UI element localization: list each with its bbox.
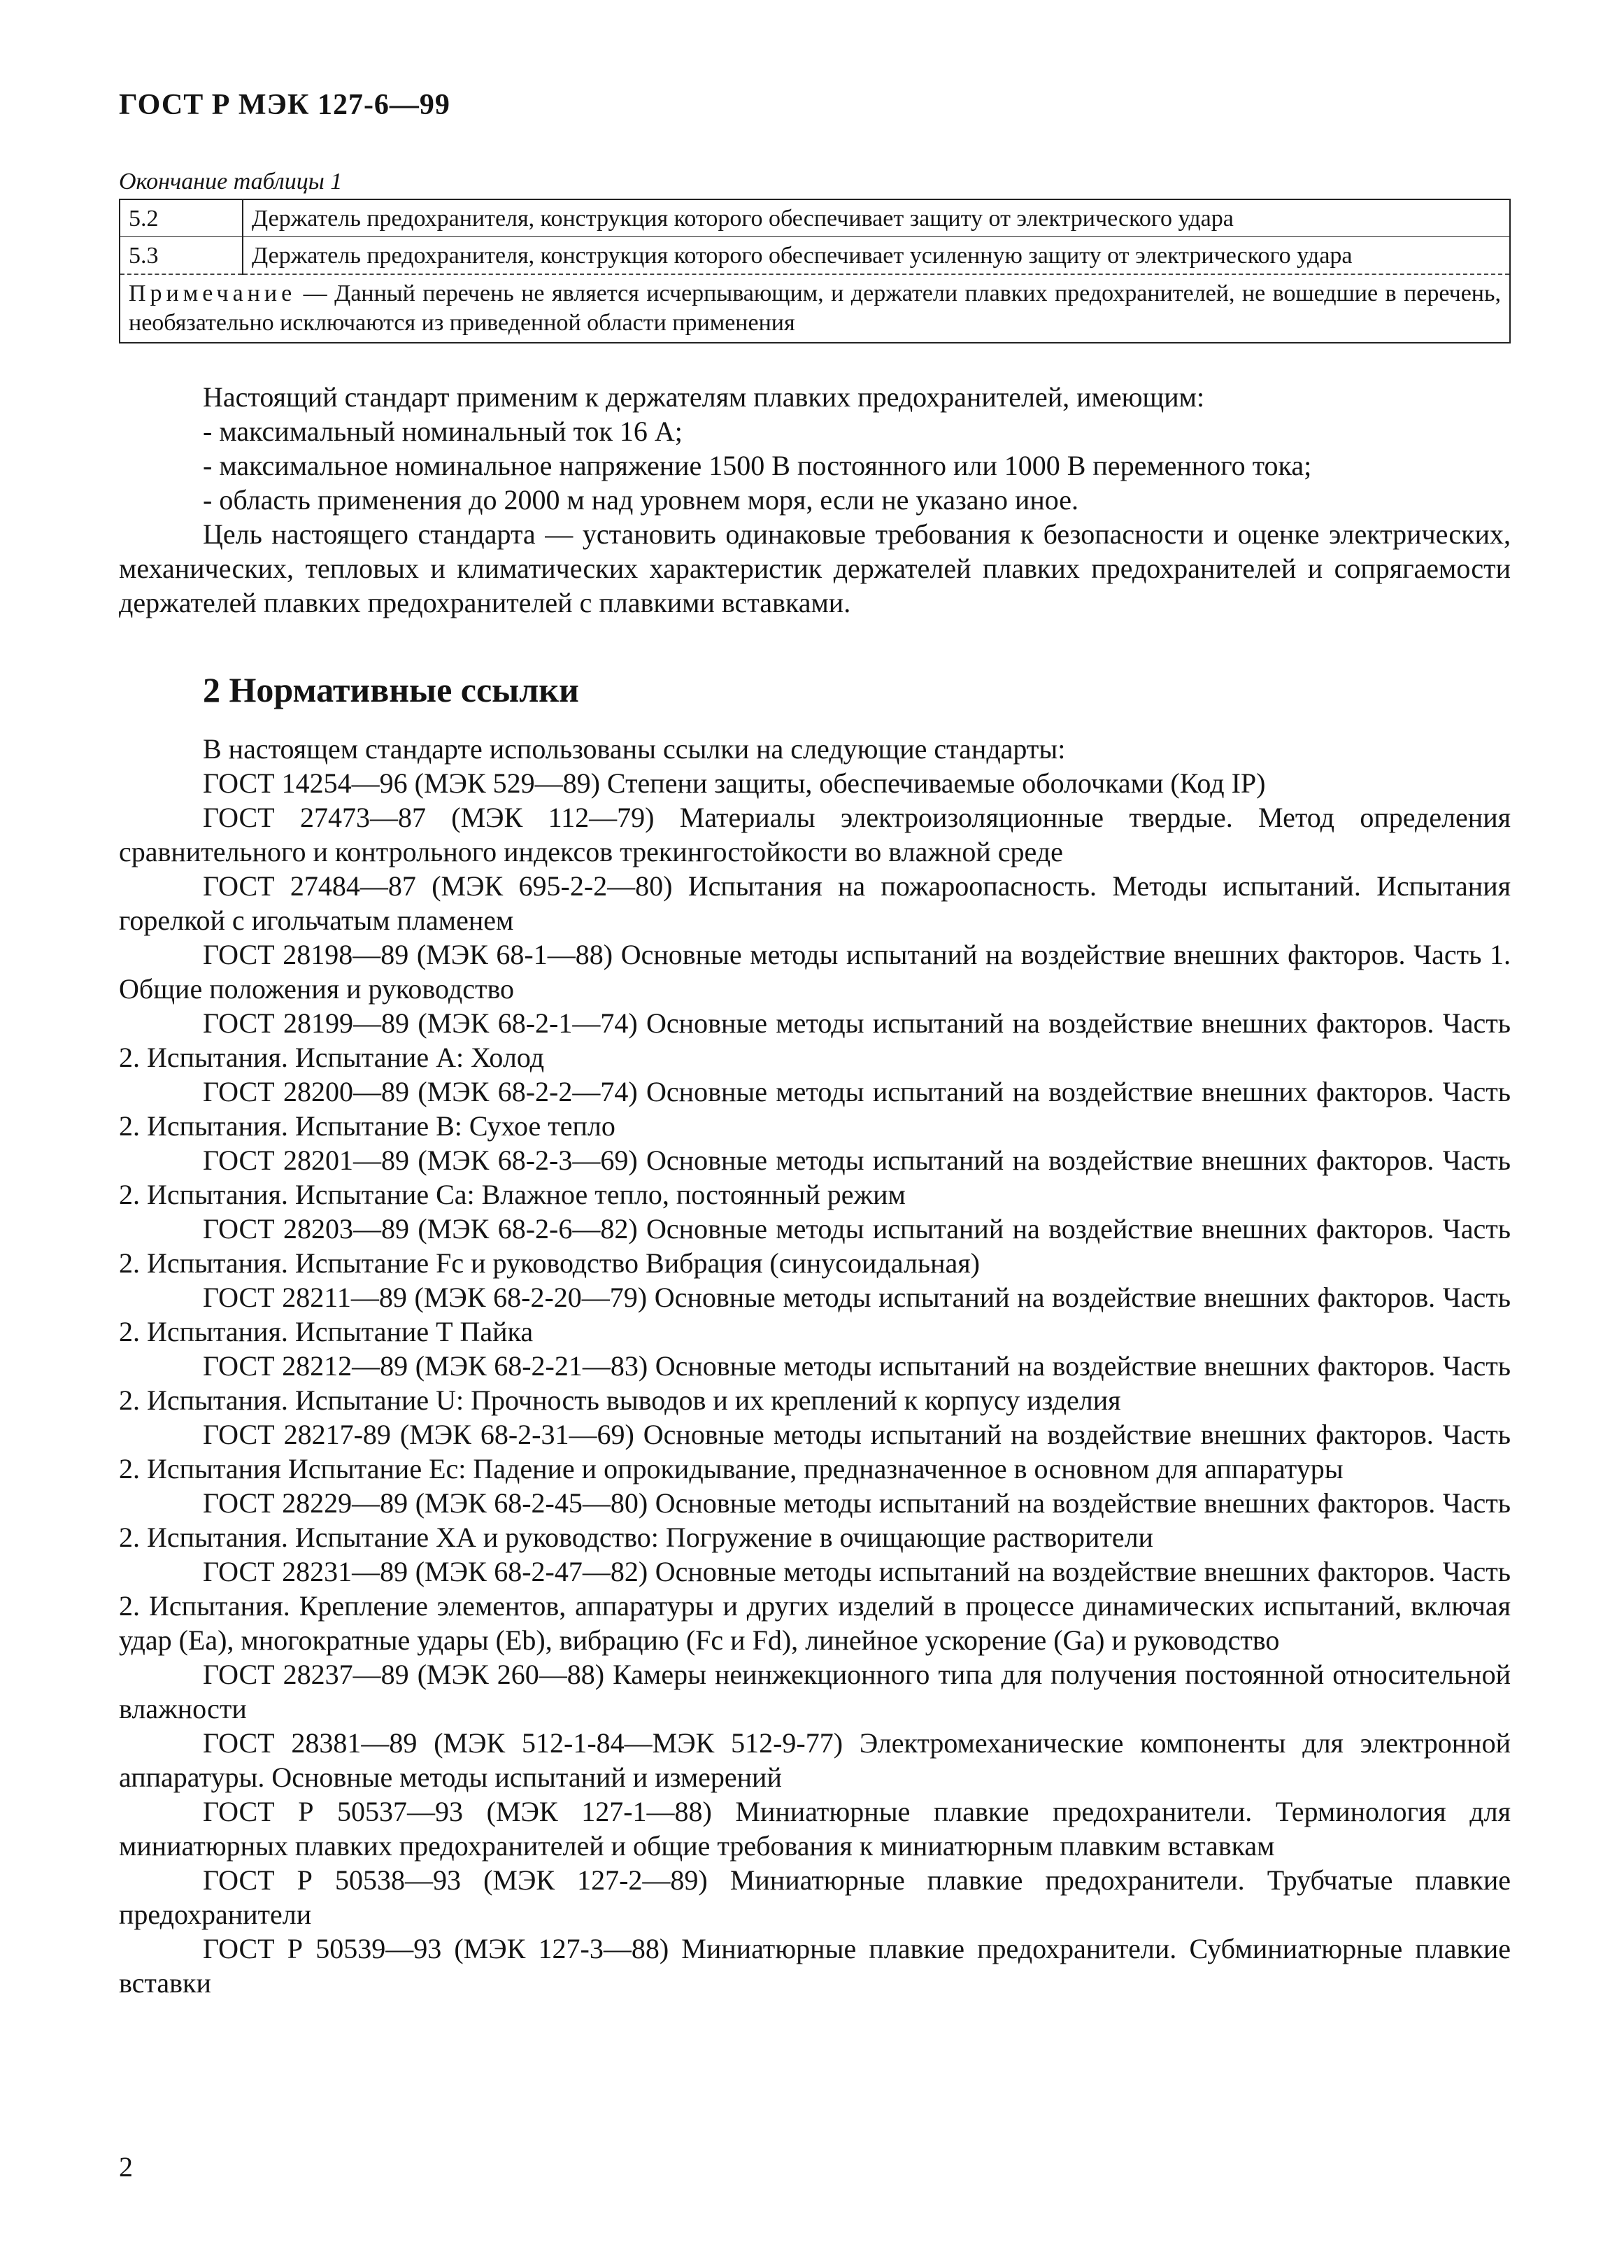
note-label: Примечание [129,281,297,306]
document-page [119,84,1511,2000]
table-cell-number: 5.2 [120,199,243,237]
table-row [120,237,1510,275]
reference-item: ГОСТ 14254—96 (МЭК 529—89) Степени защиты, обеспечиваемые оболочками (Код IP) [203,767,1266,799]
table-caption: Окончание таблицы 1 [119,169,343,194]
references-intro: В настоящем стандарте использованы ссылки на следующие стандарты: [203,733,1066,765]
section-heading: 2 Нормативные ссылки [203,670,579,709]
table-cell-text: Держатель предохранителя, конструкция которого обеспечивает защиту от электрического удара [252,206,1234,232]
reference-item: ГОСТ 28198—89 (МЭК 68-1—88) Основные методы испытаний на воздействие внешних факторов. Часть 1. Общие положения и руководство [119,939,1511,1005]
reference-item: ГОСТ Р 50538—93 (МЭК 127-2—89) Миниатюрные плавкие предохранители. Трубчатые плавкие предохранители [119,1864,1511,1930]
reference-item: ГОСТ 28381—89 (МЭК 512-1-84—МЭК 512-9-77) Электромеханические компоненты для электронной аппаратуры. Основные методы испытаний и измерений [119,1727,1511,1793]
reference-item: ГОСТ Р 50537—93 (МЭК 127-1—88) Миниатюрные плавкие предохранители. Терминология для миниатюрных плавких предохранителей и общие требования к миниатюрным плавким вставкам [119,1796,1511,1862]
scope-section [119,380,1511,620]
table-cell-number: 5.3 [120,237,243,275]
reference-item: ГОСТ Р 50539—93 (МЭК 127-3—88) Миниатюрные плавкие предохранители. Субминиатюрные плавкие вставки [119,1933,1511,1999]
reference-item: ГОСТ 28211—89 (МЭК 68-2-20—79) Основные методы испытаний на воздействие внешних факторов. Часть 2. Испытания. Испытание Т Пайка [119,1282,1511,1347]
reference-item: ГОСТ 28199—89 (МЭК 68-2-1—74) Основные методы испытаний на воздействие внешних факторов. Часть 2. Испытания. Испытание А: Холод [119,1007,1511,1073]
document-header: ГОСТ Р МЭК 127-6—99 [119,89,450,121]
reference-item: ГОСТ 27473—87 (МЭК 112—79) Материалы электроизоляционные твердые. Метод определения сравнительного и контрольного индексов трекингостойкости во влажной среде [119,802,1511,867]
table-cell-text: Держатель предохранителя, конструкция которого обеспечивает усиленную защиту от электрического удара [243,237,1510,275]
reference-item: ГОСТ 28237—89 (МЭК 260—88) Камеры неинжекционного типа для получения постоянной относительной влажности [119,1659,1511,1724]
table-note [120,274,1510,343]
table-note-row [120,274,1510,343]
scope-intro: Настоящий стандарт применим к держателям плавких предохранителей, имеющим: [203,381,1205,413]
scope-item: - максимальный номинальный ток 16 А; [203,416,683,447]
reference-item: ГОСТ 28200—89 (МЭК 68-2-2—74) Основные методы испытаний на воздействие внешних факторов. Часть 2. Испытания. Испытание В: Сухое тепло [119,1076,1511,1142]
reference-item: ГОСТ 27484—87 (МЭК 695-2-2—80) Испытания на пожароопасность. Методы испытаний. Испытания горелкой с игольчатым пламенем [119,870,1511,936]
reference-item: ГОСТ 28229—89 (МЭК 68-2-45—80) Основные методы испытаний на воздействие внешних факторов. Часть 2. Испытания. Испытание ХА и руководство: Погружение в очищающие растворители [119,1487,1511,1553]
note-text: — Данный перечень не является исчерпывающим, и держатели плавких предохранителей, не вошедшие в перечень, необязательно исключаются из приведенной области применения [129,281,1501,336]
page-number: 2 [119,2151,133,2183]
references-list [119,732,1511,2000]
reference-item: ГОСТ 28231—89 (МЭК 68-2-47—82) Основные методы испытаний на воздействие внешних факторов. Часть 2. Испытания. Крепление элементов, аппаратуры и других изделий в процессе динамических испытаний, включая удар (Еа), многократные удары (Eb), вибрацию (Fc и Fd), линейное ускорение (Ga) и руководство [119,1556,1511,1656]
scope-item: - область применения до 2000 м над уровнем моря, если не указано иное. [203,484,1078,516]
scope-item: - максимальное номинальное напряжение 1500 В постоянного или 1000 В переменного тока; [203,450,1312,481]
reference-item: ГОСТ 28203—89 (МЭК 68-2-6—82) Основные методы испытаний на воздействие внешних факторов. Часть 2. Испытания. Испытание Fc и руководство Вибрация (синусоидальная) [119,1213,1511,1279]
classification-table [119,199,1511,343]
reference-item: ГОСТ 28201—89 (МЭК 68-2-3—69) Основные методы испытаний на воздействие внешних факторов. Часть 2. Испытания. Испытание Са: Влажное тепло, постоянный режим [119,1144,1511,1210]
reference-item: ГОСТ 28212—89 (МЭК 68-2-21—83) Основные методы испытаний на воздействие внешних факторов. Часть 2. Испытания. Испытание U: Прочность выводов и их креплений к корпусу изделия [119,1350,1511,1416]
scope-purpose: Цель настоящего стандарта — установить одинаковые требования к безопасности и оценке электрических, механических, тепловых и климатических характеристик держателей плавких предохранителей и сопрягаемости держателей плавких предохранителей с плавкими вставками. [119,518,1511,618]
table-row [120,199,1510,237]
reference-item: ГОСТ 28217-89 (МЭК 68-2-31—69) Основные методы испытаний на воздействие внешних факторов. Часть 2. Испытания Испытание Ес: Падение и опрокидывание, предназначенное в основном для аппаратуры [119,1419,1511,1484]
